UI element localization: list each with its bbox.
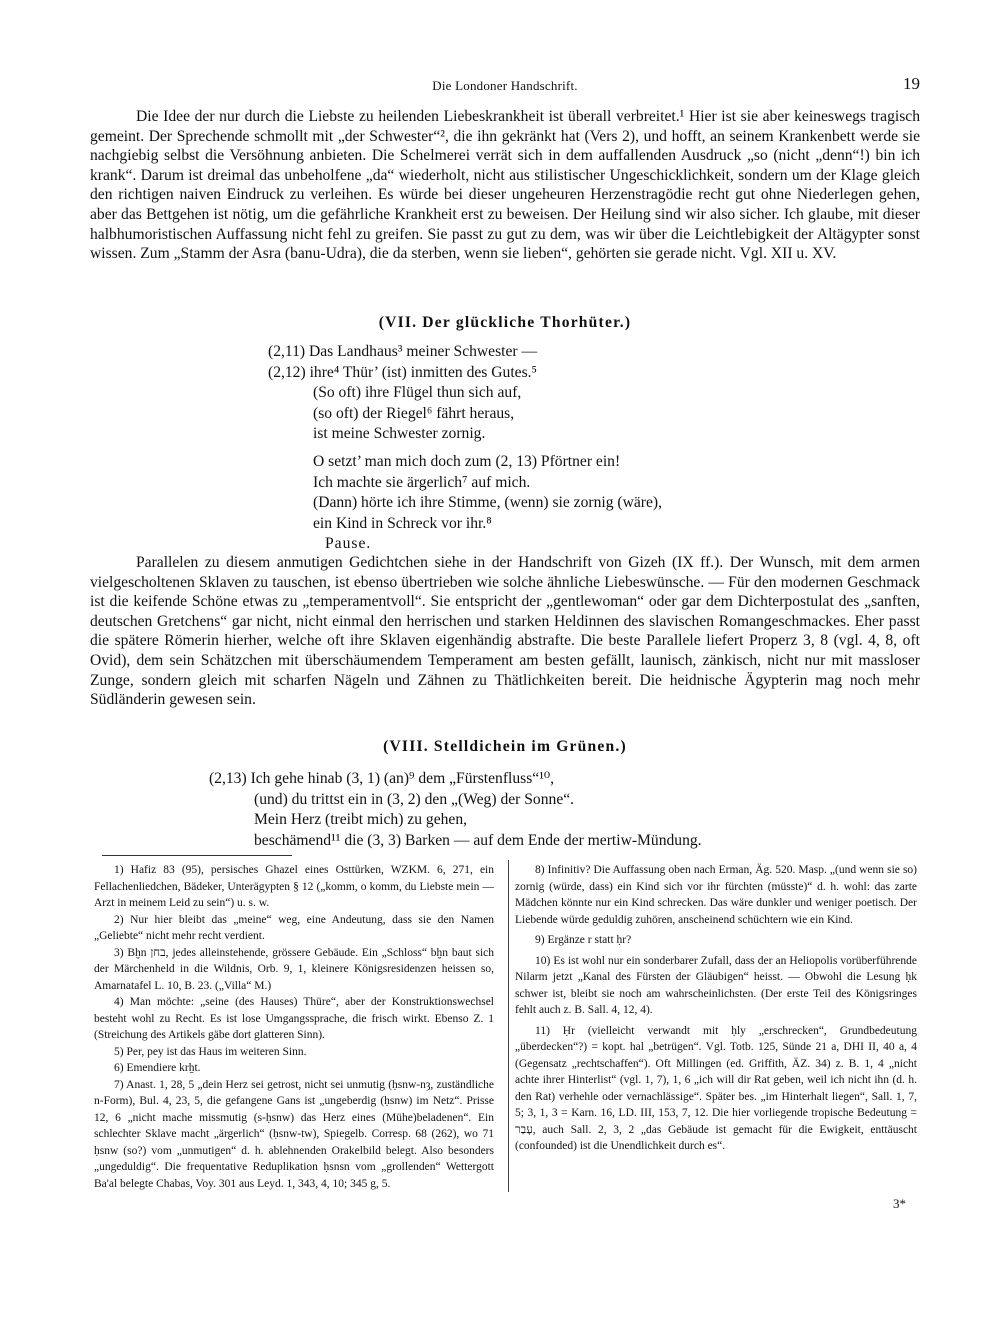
footnotes-right-column <box>515 862 917 1159</box>
poem-line: beschämend¹¹ die (3, 3) Barken — auf dem Ende der mertiw-Mündung. <box>254 831 702 849</box>
poem-line: (und) du trittst ein in (3, 2) den „(Weg) der Sonne“. <box>254 790 575 808</box>
footnote: 6) Emendiere krẖt. <box>114 1062 201 1074</box>
footnote: 11) Ḥr (vielleicht verwandt mit ḥly „erschrecken“, Grundbedeutung „überdecken“?) = kopt. hal „betrügen“. Vgl. Totb. 125, Sünde 21 a, DHI II, 40 a, 4 (Gegensatz „rechtschaffen“). Oft Millingen (ed. Griffith, ÄZ. 34) z. B. 1, 4 „nicht achte ihrer Hinterlist“ (vgl. 1, 7), 1, 6 „ich will dir Rat geben, weil ich nicht ihn (d. h. den Rat) verhehle oder vernachlässige“. Später bes. „im Hinterhalt liegen“, Sall. 1, 7, 5; 3, 1, 3 = Karn. 16, LD. III, 153, 7, 12. Die hier vorliegende tropische Bedeutung = עָבַר, auch Sall. 2, 3, 2 „das Gebäude ist gemacht für die Ewigkeit, enttäuscht (confounded) ist die Unendlichkeit durch es“. <box>515 1024 917 1152</box>
footnote: 9) Ergänze r statt ḥr? <box>535 934 632 946</box>
poem-line: (2,11) Das Landhaus³ meiner Schwester — <box>268 343 538 360</box>
footnote: 10) Es ist wohl nur ein sonderbarer Zufall, dass der an Heliopolis vorüberführende Nilarm jetzt „Kanal des Fürsten der Gläubigen“ heisst. — Obwohl die Lesung ḥk schwer ist, bleibt sie noch am wahrscheinlichsten. (Der erste Teil des Königsringes fehlt auch z. B. Sall. 4, 12, 4). <box>515 954 917 1016</box>
poem-vii-stanza-2 <box>313 452 662 555</box>
poem-line: (2,13) Ich gehe hinab (3, 1) (an)⁹ dem „Fürstenfluss“¹⁰, <box>209 770 555 787</box>
poem-viii <box>209 769 702 851</box>
poem-line: ist meine Schwester zornig. <box>313 425 486 443</box>
signature-mark: 3* <box>893 1196 906 1211</box>
footnote: 7) Anast. 1, 28, 5 „dein Herz sei getrost, nicht sei unmutig (ḥsnw-nȝ, zuständliche n-Form), Bul. 4, 23, 5, die gefangene Gans ist „ungeberdig (ḥsnw) im Netz“. Prisse 12, 6 „nicht mache missmutig (s-ḥsnw) das Herz eines (Mühe)beladenen“. Ein schlechter Sklave macht „ärgerlich“ (ḥsnw-tw), Spiegelb. Corresp. 68 (262), wo 71 ḥsnw (so?) vom „unmutigen“ d. h. ablehnenden Orakelbild belegt. Also besonders „ungeduldig“. Die frequentative Reduplikation ḥsnsn vom „grollenden“ Wettergott Ba'al belegte Chabas, Voy. 301 aus Leyd. 1, 343, 4, 10; 345 g, 5. <box>94 1078 494 1190</box>
footnote: 8) Infinitiv? Die Auffassung oben nach Erman, Äg. 520. Masp. „(und wenn sie so) zornig (würde, dass) ein Kind sich vor ihr fürchten (müsste)“ d. h. wohl: das zarte Mädchen könnte nur ein Kind schrecken. Das wäre dunkler und weniger poetisch. Der Liebende würde geduldig zuhören, anscheinend schüchtern wie ein Kind. <box>515 864 917 926</box>
footnote: 3) Bḫn בחן, jedes alleinstehende, grössere Gebäude. Ein „Schloss“ bḫn baut sich der Märchenheld in die Wildnis, Orb. 9, 1, kleinere Königsresidenzen heissen so, Amarnatafel L. 10, B. 23. („Villa“ M.) <box>94 946 494 992</box>
poem-vii-stanza-1 <box>268 342 537 445</box>
running-head <box>90 74 920 100</box>
poem-line: (so oft) der Riegel⁶ fährt heraus, <box>313 404 515 422</box>
paragraph-commentary: Parallelen zu diesem anmutigen Gedichtchen siehe in der Handschrift von Gizeh (IX ff.). Der Wunsch, mit dem armen vielgescholtenen Sklaven zu tauschen, ist ebenso übertrieben wie solche ähnliche Liebeswünsche. — Für den modernen Geschmack ist die keifende Schöne etwas zu „temperamentvoll“. Sie entspricht der „gentlewoman“ oder gar dem Dichterpostulat des „sanften, deutschen Gretchens“ gar nicht, nicht einmal den herrischen und starken Heldinnen des slavischen Romangeschmackes. Eher passt die spätere Römerin hierher, welche oft ihre Sklaven eigenhändig abstrafte. Die beste Parallele liefert Properz 3, 8 (vgl. 4, 8, oft Ovid), dem sein Schätzchen mit überschäumendem Temperament am besten gefällt, launisch, zänkisch, nicht nur mit massloser Zunge, sondern gleich mit scharfen Nägeln und Zähnen zu Thätlichkeiten bereit. Die heidnische Ägypterin mag noch mehr Südländerin gewesen sein. <box>90 554 920 709</box>
footnote-column-divider <box>508 860 509 1192</box>
poem-line: (So oft) ihre Flügel thun sich auf, <box>313 384 522 402</box>
poem-line: Mein Herz (treibt mich) zu gehen, <box>254 811 468 829</box>
section-heading-viii: (VIII. Stelldichein im Grünen.) <box>383 738 627 755</box>
poem-line: (2,12) ihre⁴ Thür’ (ist) inmitten des Gutes.⁵ <box>268 363 537 381</box>
footnote-rule <box>102 855 292 856</box>
poem-line: ein Kind in Schreck vor ihr.⁸ <box>313 514 492 532</box>
paragraph-intro: Die Idee der nur durch die Liebste zu heilenden Liebeskrankheit ist überall verbreitet.¹ Hier ist sie aber keineswegs tragisch gemeint. Der Sprechende schmollt mit „der Schwester“², die ihn gekränkt hat (Vers 2), und hofft, an seinem Krankenbett werde sie nachgiebig selbst die Versöhnung anbieten. Die Schelmerei verrät sich in dem auffallenden Ausdruck „so (nicht „denn“!) bin ich krank“. Darum ist dreimal das unbeholfene „da“ wiederholt, nicht aus stilistischer Ungeschicklichkeit, sondern um der Klage gleich den richtigen naiven Eindruck zu verleihen. Es würde bei dieser ungeheuren Herzenstragödie recht gut ohne Niederlegen gehen, aber das Bettgehen ist nötig, um die gefährliche Krankheit erst zu beweisen. Der Heilung sind wir also sicher. Ich glaube, mit dieser halbhumoristischen Auffassung nicht fehl zu greifen. Sie passt zu gut zu dem, was wir über die Leichtlebigkeit der Altägypter sonst wissen. Zum „Stamm der Asra (banu-Udra), die da sterben, wenn sie lieben“, gehörten sie gerade nicht. Vgl. XII u. XV. <box>90 108 920 263</box>
running-title: Die Londoner Handschrift. <box>432 78 578 93</box>
footnote: 1) Hafiz 83 (95), persisches Ghazel eines Osttürken, WZKM. 6, 271, ein Fellachenliedchen, Bädeker, Unterägypten § 12 („komm, o komm, du Liebste mein — Arzt in meinem Leid zu sein“) u. s. w. <box>94 864 494 909</box>
poem-line: O setzt’ man mich doch zum (2, 13) Pförtner ein! <box>313 453 621 470</box>
footnotes-left-column <box>94 862 494 1192</box>
footnote: 2) Nur hier bleibt das „meine“ weg, eine Andeutung, dass sie den Namen „Geliebte“ nicht mehr recht verdient. <box>94 913 494 942</box>
footnote: 5) Per, pey ist das Haus im weiteren Sinn. <box>114 1045 307 1058</box>
page-number: 19 <box>903 74 920 93</box>
poem-pause: Pause. <box>325 535 372 553</box>
section-heading-vii: (VII. Der glückliche Thorhüter.) <box>378 314 632 331</box>
poem-line: (Dann) hörte ich ihre Stimme, (wenn) sie zornig (wäre), <box>313 494 663 512</box>
poem-line: Ich machte sie ärgerlich⁷ auf mich. <box>313 473 531 491</box>
footnote: 4) Man möchte: „seine (des Hauses) Thüre“, aber der Konstruktionswechsel besteht wohl zu Recht. Es ist lose Umgangssprache, die frisch wirkt. Ebenso Z. 1 (Streichung des Artikels gäbe dort glatteren Sinn). <box>94 996 494 1041</box>
